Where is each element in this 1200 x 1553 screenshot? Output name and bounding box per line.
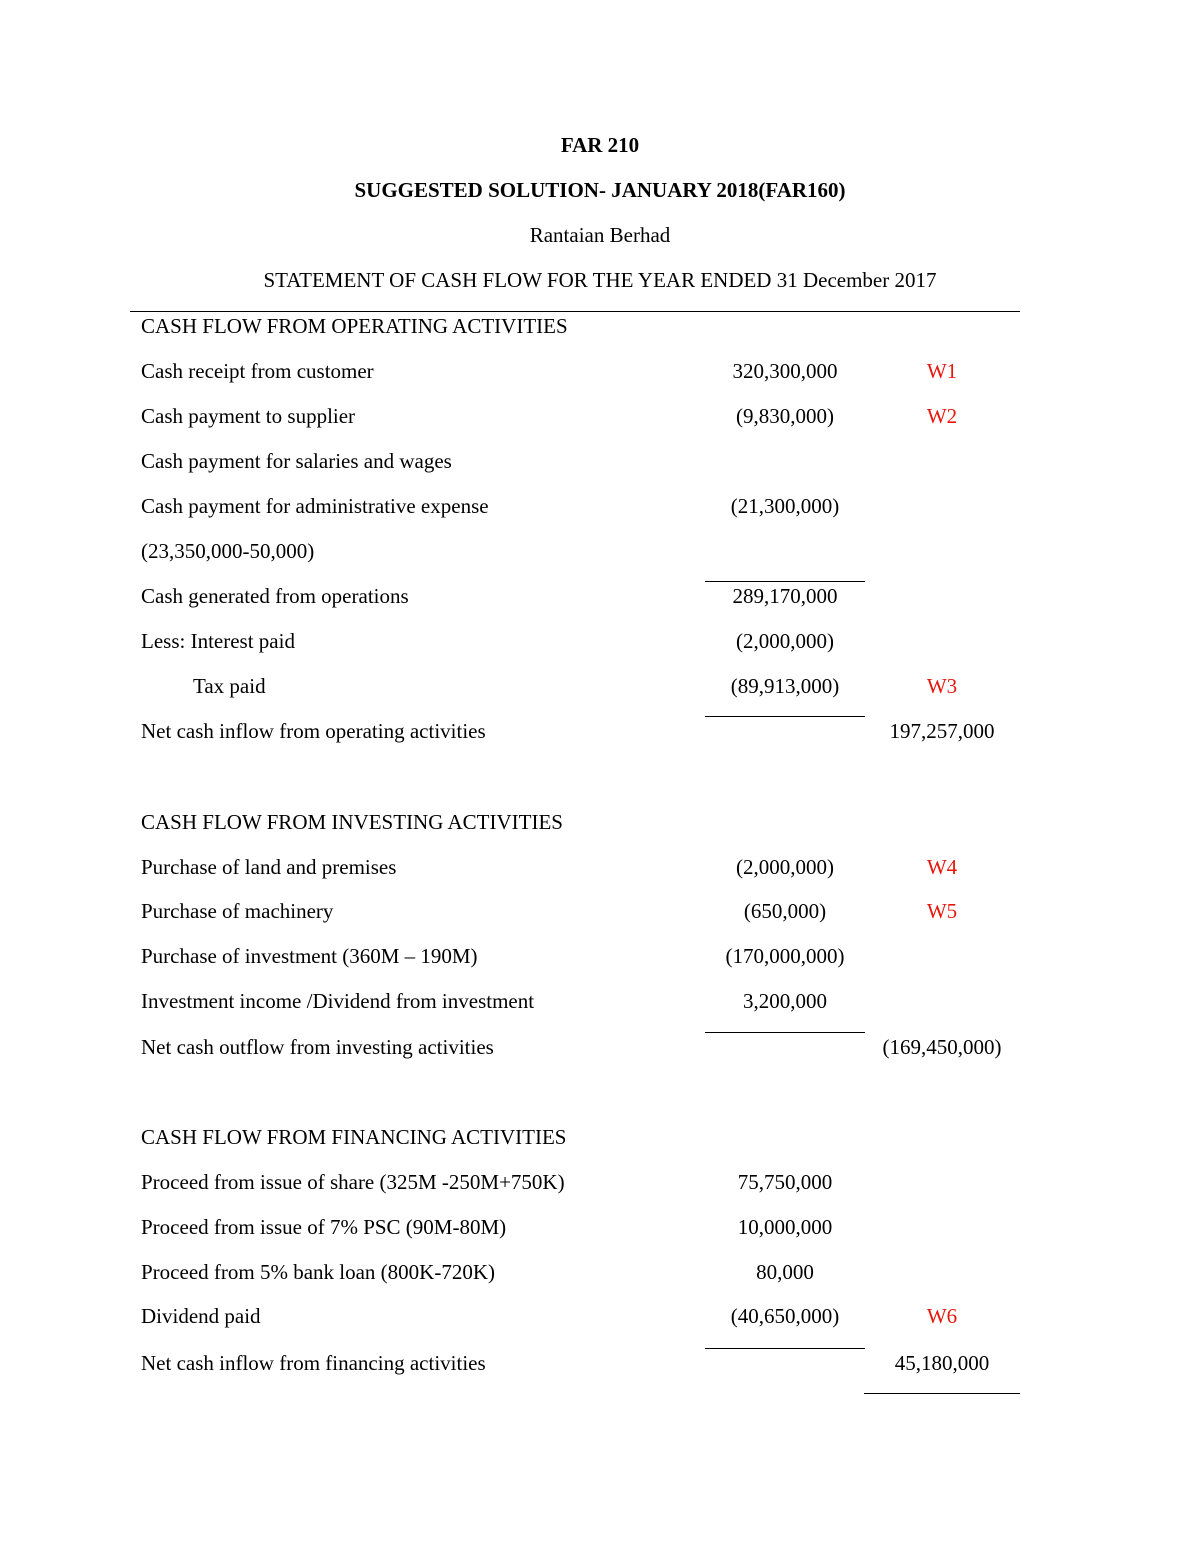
total-underline bbox=[864, 1393, 1020, 1394]
operating-row bbox=[0, 539, 1200, 569]
row-amount: 75,750,000 bbox=[737, 1170, 833, 1194]
working-reference: W6 bbox=[926, 1304, 958, 1328]
operating-row bbox=[0, 359, 1200, 389]
row-amount: (89,913,000) bbox=[730, 674, 840, 698]
financing-row bbox=[0, 1304, 1200, 1334]
row-label: Proceed from 5% bank loan (800K-720K) bbox=[141, 1260, 495, 1284]
row-label: Purchase of investment (360M – 190M) bbox=[141, 944, 478, 968]
row-label: Cash payment for salaries and wages bbox=[141, 449, 452, 473]
row-amount: 320,300,000 bbox=[732, 359, 838, 383]
row-label: Cash receipt from customer bbox=[141, 359, 374, 383]
total-amount: 45,180,000 bbox=[894, 1351, 990, 1375]
total-label: Net cash inflow from operating activities bbox=[141, 719, 486, 743]
operating-row bbox=[0, 584, 1200, 614]
subtotal-underline bbox=[705, 1032, 865, 1033]
row-amount: (650,000) bbox=[743, 899, 827, 923]
row-amount: 80,000 bbox=[756, 1260, 814, 1284]
row-amount: (9,830,000) bbox=[736, 404, 834, 428]
working-reference: W4 bbox=[926, 855, 958, 879]
row-amount: (2,000,000) bbox=[736, 855, 834, 879]
operating-row bbox=[0, 629, 1200, 659]
row-label: Proceed from issue of 7% PSC (90M-80M) bbox=[141, 1215, 507, 1239]
subtotal-underline bbox=[705, 716, 865, 717]
operating-row bbox=[0, 674, 1200, 704]
investing-row bbox=[0, 989, 1200, 1019]
row-label: Investment income /Dividend from investment bbox=[141, 989, 535, 1013]
row-label: Tax paid bbox=[193, 674, 266, 698]
row-amount: 3,200,000 bbox=[743, 989, 827, 1013]
row-label: Purchase of land and premises bbox=[141, 855, 397, 879]
working-reference: W2 bbox=[926, 404, 958, 428]
investing-heading: CASH FLOW FROM INVESTING ACTIVITIES bbox=[141, 810, 563, 834]
operating-row bbox=[0, 449, 1200, 479]
row-amount: 289,170,000 bbox=[732, 584, 838, 608]
total-amount: 197,257,000 bbox=[889, 719, 995, 743]
row-label: Cash payment for administrative expense bbox=[141, 494, 489, 518]
title-divider bbox=[130, 311, 1020, 312]
row-label: Purchase of machinery bbox=[141, 899, 334, 923]
row-amount: (40,650,000) bbox=[730, 1304, 840, 1328]
subtotal-underline bbox=[705, 581, 865, 582]
financing-row bbox=[0, 1215, 1200, 1245]
operating-heading: CASH FLOW FROM OPERATING ACTIVITIES bbox=[141, 314, 568, 338]
row-label: Cash payment to supplier bbox=[141, 404, 356, 428]
row-amount: (170,000,000) bbox=[725, 944, 845, 968]
total-label: Net cash outflow from investing activities bbox=[141, 1035, 494, 1059]
working-reference: W3 bbox=[926, 674, 958, 698]
row-label: Cash generated from operations bbox=[141, 584, 409, 608]
row-amount: (21,300,000) bbox=[730, 494, 840, 518]
subtotal-underline bbox=[705, 1348, 865, 1349]
working-reference: W1 bbox=[926, 359, 958, 383]
financing-row bbox=[0, 1260, 1200, 1290]
operating-row bbox=[0, 404, 1200, 434]
company-name: Rantaian Berhad bbox=[529, 223, 671, 247]
statement-title: STATEMENT OF CASH FLOW FOR THE YEAR ENDED 31 December 2017 bbox=[263, 268, 937, 292]
financing-total-row bbox=[0, 1351, 1200, 1381]
operating-row bbox=[0, 494, 1200, 524]
investing-row bbox=[0, 899, 1200, 929]
operating-total-row bbox=[0, 719, 1200, 749]
row-label: Less: Interest paid bbox=[141, 629, 295, 653]
financing-heading: CASH FLOW FROM FINANCING ACTIVITIES bbox=[141, 1125, 567, 1149]
row-amount: (2,000,000) bbox=[736, 629, 834, 653]
total-amount: (169,450,000) bbox=[882, 1035, 1002, 1059]
solution-subtitle: SUGGESTED SOLUTION- JANUARY 2018(FAR160) bbox=[354, 178, 846, 202]
investing-total-row bbox=[0, 1035, 1200, 1065]
row-label: (23,350,000-50,000) bbox=[141, 539, 315, 563]
total-label: Net cash inflow from financing activities bbox=[141, 1351, 486, 1375]
course-code: FAR 210 bbox=[560, 133, 640, 157]
row-amount: 10,000,000 bbox=[737, 1215, 833, 1239]
investing-row bbox=[0, 855, 1200, 885]
investing-row bbox=[0, 944, 1200, 974]
row-label: Dividend paid bbox=[141, 1304, 261, 1328]
row-label: Proceed from issue of share (325M -250M+750K) bbox=[141, 1170, 565, 1194]
financing-row bbox=[0, 1170, 1200, 1200]
working-reference: W5 bbox=[926, 899, 958, 923]
